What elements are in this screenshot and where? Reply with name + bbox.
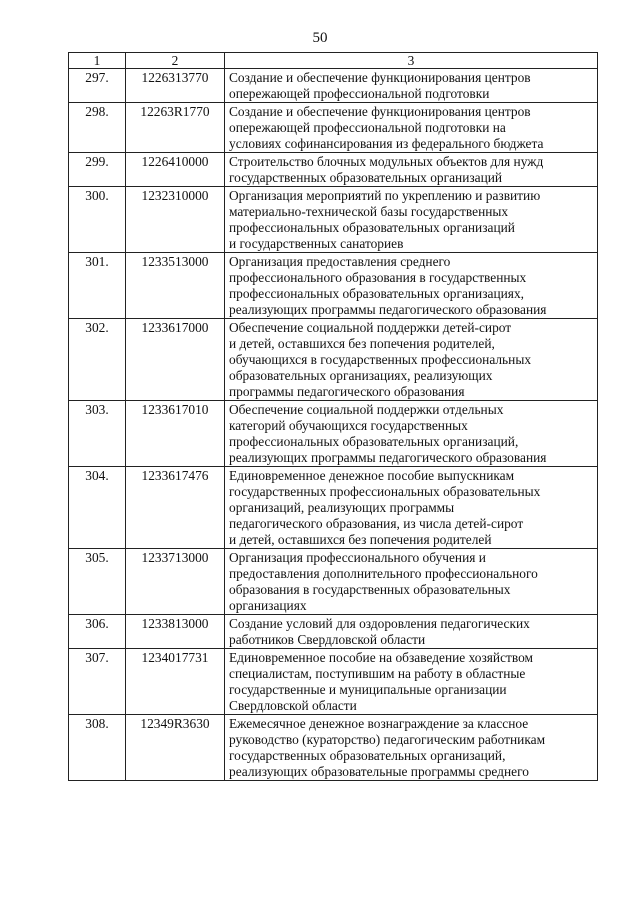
expense-name-cell: Организация предоставления среднего профессионального образования в государственных профессиональных образовательных организациях, реализующих программы педагогического образования — [225, 253, 598, 319]
row-number-cell: 302. — [69, 319, 126, 401]
budget-code-cell: 1233617476 — [126, 467, 225, 549]
budget-code-cell: 1233713000 — [126, 549, 225, 615]
row-number-cell: 304. — [69, 467, 126, 549]
expense-name-cell: Создание и обеспечение функционирования центров опережающей профессиональной подготовки на условиях софинансирования из федерального бюджета — [225, 103, 598, 153]
column-header-2: 2 — [126, 53, 225, 69]
table-body — [69, 69, 598, 781]
row-number-cell: 303. — [69, 401, 126, 467]
budget-code-cell: 1226313770 — [126, 69, 225, 103]
column-header-1: 1 — [69, 53, 126, 69]
row-number-cell: 308. — [69, 715, 126, 781]
table-row — [69, 253, 598, 319]
column-header-3: 3 — [225, 53, 598, 69]
expense-name-cell: Единовременное пособие на обзаведение хозяйством специалистам, поступившим на работу в областные государственные и муниципальные организации Свердловской области — [225, 649, 598, 715]
row-number-cell: 301. — [69, 253, 126, 319]
table-row — [69, 715, 598, 781]
budget-code-cell: 1232310000 — [126, 187, 225, 253]
expense-name-cell: Строительство блочных модульных объектов для нужд государственных образовательных организаций — [225, 153, 598, 187]
budget-code-cell: 1233617010 — [126, 401, 225, 467]
table-row — [69, 467, 598, 549]
budget-code-cell: 12349R3630 — [126, 715, 225, 781]
expense-name-cell: Создание условий для оздоровления педагогических работников Свердловской области — [225, 615, 598, 649]
row-number-cell: 298. — [69, 103, 126, 153]
row-number-cell: 306. — [69, 615, 126, 649]
expense-name-cell: Организация мероприятий по укреплению и развитию материально-технической базы государственных профессиональных образовательных организаций и государственных санаториев — [225, 187, 598, 253]
table-row — [69, 103, 598, 153]
expense-name-cell: Ежемесячное денежное вознаграждение за классное руководство (кураторство) педагогическим работникам государственных образовательных организаций, реализующих образовательные программы среднего — [225, 715, 598, 781]
row-number-cell: 297. — [69, 69, 126, 103]
page-number: 50 — [312, 30, 328, 46]
table-row — [69, 153, 598, 187]
expense-name-cell: Обеспечение социальной поддержки детей-сирот и детей, оставшихся без попечения родителей, обучающихся в государственных профессиональных образовательных организациях, реализующих программы педагогического образования — [225, 319, 598, 401]
budget-classification-table — [68, 52, 598, 781]
budget-code-cell: 12263R1770 — [126, 103, 225, 153]
budget-code-cell: 1226410000 — [126, 153, 225, 187]
table-header — [69, 53, 598, 69]
budget-code-cell: 1234017731 — [126, 649, 225, 715]
budget-code-cell: 1233813000 — [126, 615, 225, 649]
expense-name-cell: Обеспечение социальной поддержки отдельных категорий обучающихся государственных профессиональных образовательных организаций, реализующих программы педагогического образования — [225, 401, 598, 467]
expense-name-cell: Организация профессионального обучения и предоставления дополнительного профессионального образования в государственных образовательных организациях — [225, 549, 598, 615]
table-row — [69, 649, 598, 715]
row-number-cell: 300. — [69, 187, 126, 253]
budget-code-cell: 1233513000 — [126, 253, 225, 319]
row-number-cell: 305. — [69, 549, 126, 615]
table-row — [69, 69, 598, 103]
table-row — [69, 187, 598, 253]
row-number-cell: 299. — [69, 153, 126, 187]
expense-name-cell: Создание и обеспечение функционирования центров опережающей профессиональной подготовки — [225, 69, 598, 103]
expense-name-cell: Единовременное денежное пособие выпускникам государственных профессиональных образовательных организаций, реализующих программы педагогического образования, из числа детей-сирот и детей, оставшихся без попечения родителей — [225, 467, 598, 549]
table-row — [69, 549, 598, 615]
row-number-cell: 307. — [69, 649, 126, 715]
table-header-row — [69, 53, 598, 69]
table-row — [69, 319, 598, 401]
table-row — [69, 401, 598, 467]
budget-code-cell: 1233617000 — [126, 319, 225, 401]
table-row — [69, 615, 598, 649]
